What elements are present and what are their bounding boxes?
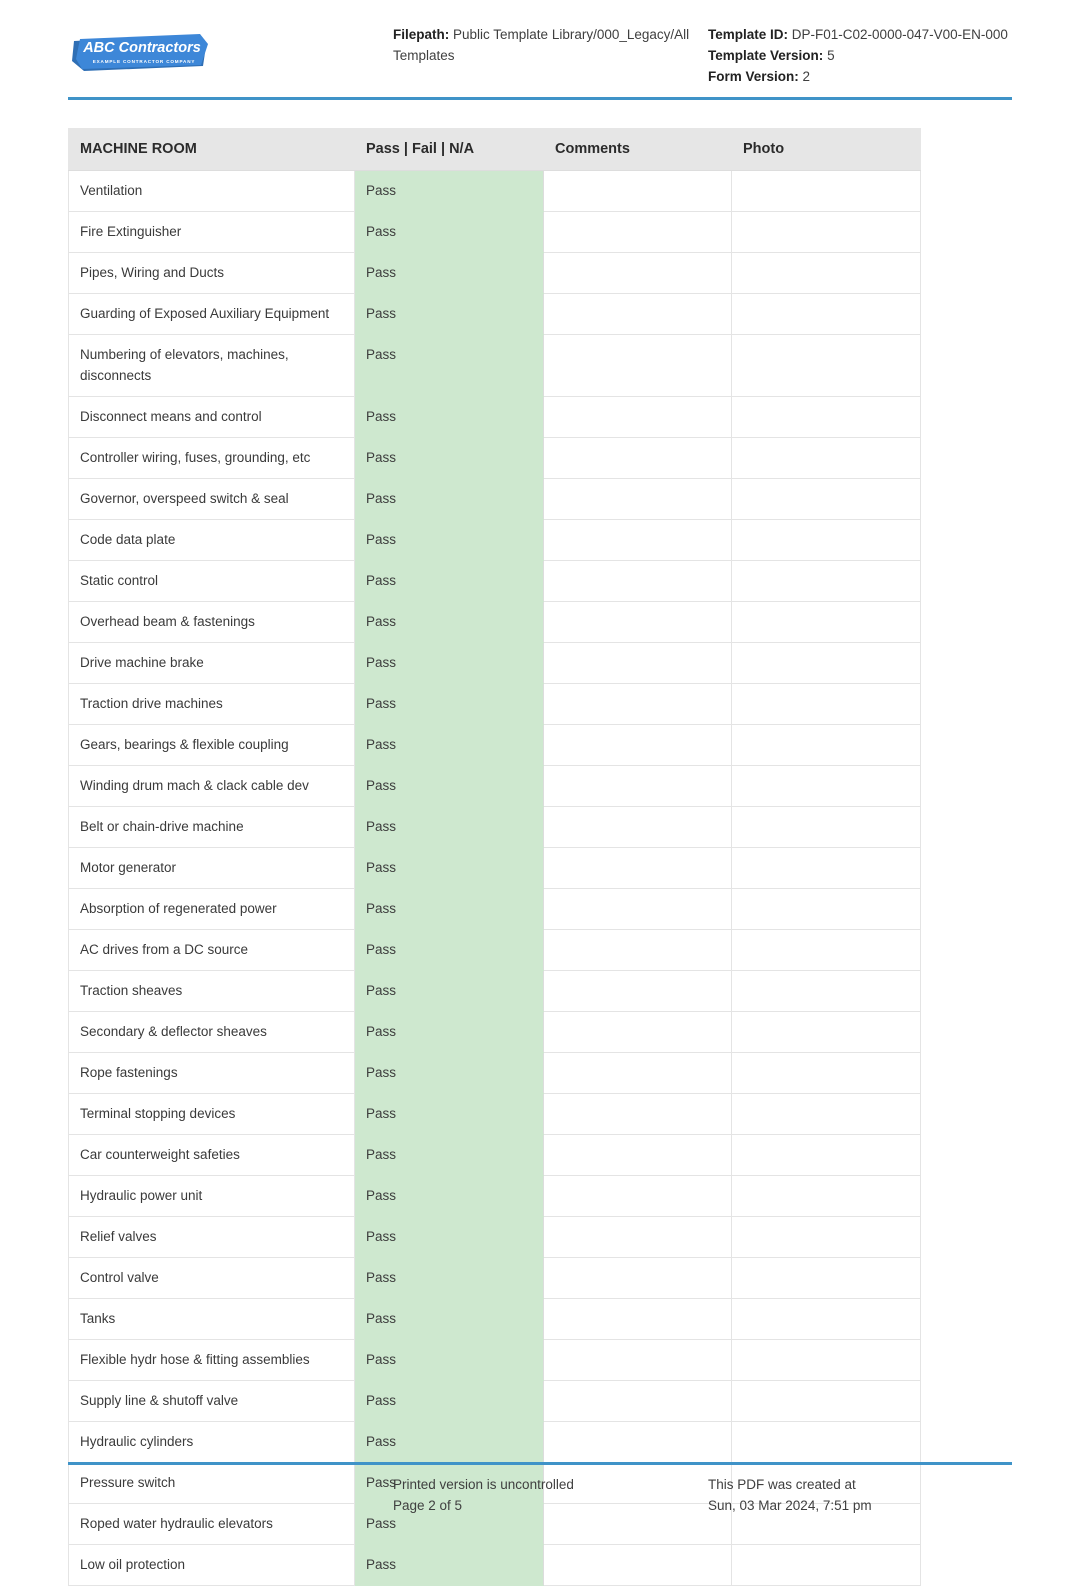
checklist-item-label: Gears, bearings & flexible coupling: [69, 725, 355, 766]
page-number: Page 2 of 5: [393, 1498, 463, 1513]
checklist-result-value[interactable]: Pass: [355, 561, 544, 602]
checklist-photo-cell[interactable]: [732, 253, 921, 294]
checklist-comment-cell[interactable]: [544, 212, 732, 253]
checklist-item-label: Car counterweight safeties: [69, 1135, 355, 1176]
checklist-photo-cell[interactable]: [732, 1381, 921, 1422]
template-id-row: [708, 24, 1018, 45]
checklist-photo-cell[interactable]: [732, 766, 921, 807]
checklist-comment-cell[interactable]: [544, 1094, 732, 1135]
checklist-photo-cell[interactable]: [732, 1545, 921, 1586]
checklist-item-label: Winding drum mach & clack cable dev: [69, 766, 355, 807]
checklist-item-label: AC drives from a DC source: [69, 930, 355, 971]
checklist-comment-cell[interactable]: [544, 1217, 732, 1258]
checklist-photo-cell[interactable]: [732, 1299, 921, 1340]
checklist-item-label: Pipes, Wiring and Ducts: [69, 253, 355, 294]
checklist-result-value[interactable]: Pass: [355, 1299, 544, 1340]
checklist-item-label: Secondary & deflector sheaves: [69, 1012, 355, 1053]
checklist-photo-cell[interactable]: [732, 643, 921, 684]
checklist-table-body: [69, 171, 921, 1586]
checklist-item-label: Roped water hydraulic elevators: [69, 1504, 355, 1545]
table-row: [69, 1094, 921, 1135]
checklist-result-value[interactable]: Pass: [355, 1258, 544, 1299]
checklist-comment-cell[interactable]: [544, 684, 732, 725]
pdf-created-label: This PDF was created at: [708, 1477, 856, 1492]
checklist-item-label: Supply line & shutoff valve: [69, 1381, 355, 1422]
checklist-item-label: Hydraulic power unit: [69, 1176, 355, 1217]
table-row: [69, 1299, 921, 1340]
checklist-item-label: Governor, overspeed switch & seal: [69, 479, 355, 520]
table-row: [69, 643, 921, 684]
checklist-photo-cell[interactable]: [732, 1217, 921, 1258]
checklist-result-value[interactable]: Pass: [355, 889, 544, 930]
table-row: [69, 602, 921, 643]
checklist-result-value[interactable]: Pass: [355, 212, 544, 253]
checklist-result-value[interactable]: Pass: [355, 766, 544, 807]
table-row: [69, 561, 921, 602]
checklist-item-label: Overhead beam & fastenings: [69, 602, 355, 643]
checklist-comment-cell[interactable]: [544, 602, 732, 643]
table-row: [69, 1135, 921, 1176]
checklist-photo-cell[interactable]: [732, 725, 921, 766]
table-row: [69, 212, 921, 253]
checklist-photo-cell[interactable]: [732, 602, 921, 643]
checklist-photo-cell[interactable]: [732, 171, 921, 212]
table-row: [69, 294, 921, 335]
checklist-photo-cell[interactable]: [732, 684, 921, 725]
checklist-item-label: Flexible hydr hose & fitting assemblies: [69, 1340, 355, 1381]
checklist-photo-cell[interactable]: [732, 1340, 921, 1381]
checklist-result-value[interactable]: Pass: [355, 1094, 544, 1135]
table-row: [69, 807, 921, 848]
footer-right-block: [708, 1474, 1018, 1516]
checklist-photo-cell[interactable]: [732, 1094, 921, 1135]
table-row: [69, 1545, 921, 1586]
table-row: [69, 725, 921, 766]
checklist-item-label: Absorption of regenerated power: [69, 889, 355, 930]
checklist-photo-cell[interactable]: [732, 212, 921, 253]
template-id-value: DP-F01-C02-0000-047-V00-EN-000: [791, 27, 1008, 42]
checklist-photo-cell[interactable]: [732, 1012, 921, 1053]
checklist-comment-cell[interactable]: [544, 397, 732, 438]
table-row: [69, 397, 921, 438]
page-footer: [68, 1470, 1012, 1526]
checklist-comment-cell[interactable]: [544, 1012, 732, 1053]
checklist-photo-cell[interactable]: [732, 889, 921, 930]
checklist-result-value[interactable]: Pass: [355, 1545, 544, 1586]
checklist-comment-cell[interactable]: [544, 971, 732, 1012]
checklist-photo-cell[interactable]: [732, 561, 921, 602]
checklist-photo-cell[interactable]: [732, 520, 921, 561]
checklist-comment-cell[interactable]: [544, 930, 732, 971]
printed-notice: Printed version is uncontrolled: [393, 1477, 574, 1492]
checklist-comment-cell[interactable]: [544, 643, 732, 684]
filepath-label: Filepath:: [393, 27, 450, 42]
table-row: [69, 1258, 921, 1299]
checklist-photo-cell[interactable]: [732, 1422, 921, 1463]
checklist-photo-cell[interactable]: [732, 971, 921, 1012]
checklist-photo-cell[interactable]: [732, 479, 921, 520]
checklist-result-value[interactable]: Pass: [355, 1422, 544, 1463]
checklist-photo-cell[interactable]: [732, 294, 921, 335]
checklist-photo-cell[interactable]: [732, 848, 921, 889]
checklist-item-label: Control valve: [69, 1258, 355, 1299]
table-row: [69, 1422, 921, 1463]
checklist-comment-cell[interactable]: [544, 1258, 732, 1299]
checklist-item-label: Low oil protection: [69, 1545, 355, 1586]
checklist-result-value[interactable]: Pass: [355, 335, 544, 397]
template-version-label: Template Version:: [708, 48, 824, 63]
checklist-item-label: Fire Extinguisher: [69, 212, 355, 253]
checklist-comment-cell[interactable]: [544, 479, 732, 520]
checklist-photo-cell[interactable]: [732, 807, 921, 848]
table-row: [69, 930, 921, 971]
checklist-comment-cell[interactable]: [544, 725, 732, 766]
template-version-value: 5: [827, 48, 835, 63]
checklist-comment-cell[interactable]: [544, 1422, 732, 1463]
column-header-comments: Comments: [544, 129, 732, 171]
checklist-item-label: Relief valves: [69, 1217, 355, 1258]
checklist-comment-cell[interactable]: [544, 766, 732, 807]
checklist-photo-cell[interactable]: [732, 1176, 921, 1217]
checklist-table: [68, 128, 921, 1586]
form-version-row: [708, 66, 1018, 87]
checklist-result-value[interactable]: Pass: [355, 725, 544, 766]
checklist-item-label: Belt or chain-drive machine: [69, 807, 355, 848]
table-row: [69, 479, 921, 520]
footer-left-block: [393, 1474, 693, 1516]
checklist-result-value[interactable]: Pass: [355, 1463, 544, 1504]
logo-tagline-text: EXAMPLE CONTRACTOR COMPANY: [92, 59, 196, 64]
checklist-result-value[interactable]: Pass: [355, 397, 544, 438]
checklist-result-value[interactable]: Pass: [355, 848, 544, 889]
checklist-result-value[interactable]: Pass: [355, 1053, 544, 1094]
checklist-photo-cell[interactable]: [732, 397, 921, 438]
checklist-result-value[interactable]: Pass: [355, 1012, 544, 1053]
checklist-comment-cell[interactable]: [544, 1053, 732, 1094]
checklist-item-label: Hydraulic cylinders: [69, 1422, 355, 1463]
table-row: [69, 520, 921, 561]
column-header-machine-room: MACHINE ROOM: [69, 129, 355, 171]
checklist-result-value[interactable]: Pass: [355, 930, 544, 971]
checklist-comment-cell[interactable]: [544, 1545, 732, 1586]
checklist-result-value[interactable]: Pass: [355, 294, 544, 335]
table-row: [69, 971, 921, 1012]
table-row: [69, 889, 921, 930]
checklist-comment-cell[interactable]: [544, 171, 732, 212]
checklist-item-label: Disconnect means and control: [69, 397, 355, 438]
checklist-item-label: Traction sheaves: [69, 971, 355, 1012]
table-row: [69, 335, 921, 397]
checklist-result-value[interactable]: Pass: [355, 520, 544, 561]
checklist-result-value[interactable]: Pass: [355, 1176, 544, 1217]
checklist-photo-cell[interactable]: [732, 1053, 921, 1094]
checklist-photo-cell[interactable]: [732, 438, 921, 479]
checklist-result-value[interactable]: Pass: [355, 602, 544, 643]
checklist-item-label: Rope fastenings: [69, 1053, 355, 1094]
table-row: [69, 1381, 921, 1422]
table-row: [69, 1012, 921, 1053]
logo-name-text: ABC Contractors: [83, 40, 201, 56]
checklist-result-value[interactable]: Pass: [355, 1135, 544, 1176]
checklist-item-label: Controller wiring, fuses, grounding, etc: [69, 438, 355, 479]
checklist-result-value[interactable]: Pass: [355, 643, 544, 684]
checklist-photo-cell[interactable]: [732, 930, 921, 971]
table-row: [69, 1217, 921, 1258]
column-header-pass-fail-na: Pass | Fail | N/A: [355, 129, 544, 171]
filepath-block: [393, 24, 693, 66]
checklist-comment-cell[interactable]: [544, 335, 732, 397]
checklist-item-label: Terminal stopping devices: [69, 1094, 355, 1135]
checklist-comment-cell[interactable]: [544, 1381, 732, 1422]
table-row: [69, 253, 921, 294]
table-row: [69, 438, 921, 479]
checklist-comment-cell[interactable]: [544, 1176, 732, 1217]
checklist-result-value[interactable]: Pass: [355, 971, 544, 1012]
checklist-result-value[interactable]: Pass: [355, 1340, 544, 1381]
template-id-label: Template ID:: [708, 27, 789, 42]
checklist-item-label: Guarding of Exposed Auxiliary Equipment: [69, 294, 355, 335]
checklist-result-value[interactable]: Pass: [355, 807, 544, 848]
table-row: [69, 766, 921, 807]
checklist-photo-cell[interactable]: [732, 1135, 921, 1176]
table-row: [69, 1053, 921, 1094]
checklist-comment-cell[interactable]: [544, 520, 732, 561]
checklist-item-label: Pressure switch: [69, 1463, 355, 1504]
checklist-comment-cell[interactable]: [544, 848, 732, 889]
checklist-comment-cell[interactable]: [544, 1299, 732, 1340]
checklist-result-value[interactable]: Pass: [355, 684, 544, 725]
pdf-created-timestamp: Sun, 03 Mar 2024, 7:51 pm: [708, 1498, 872, 1513]
checklist-comment-cell[interactable]: [544, 253, 732, 294]
header-divider-rule: [68, 97, 1012, 100]
checklist-table-container: [68, 128, 920, 1586]
checklist-item-label: Drive machine brake: [69, 643, 355, 684]
checklist-item-label: Ventilation: [69, 171, 355, 212]
column-header-photo: Photo: [732, 129, 921, 171]
checklist-result-value[interactable]: Pass: [355, 1381, 544, 1422]
checklist-comment-cell[interactable]: [544, 294, 732, 335]
table-row: [69, 1176, 921, 1217]
checklist-comment-cell[interactable]: [544, 1135, 732, 1176]
table-row: [69, 684, 921, 725]
table-row: [69, 848, 921, 889]
checklist-result-value[interactable]: Pass: [355, 253, 544, 294]
footer-divider-rule: [68, 1462, 1012, 1465]
checklist-comment-cell[interactable]: [544, 889, 732, 930]
checklist-comment-cell[interactable]: [544, 438, 732, 479]
checklist-item-label: Tanks: [69, 1299, 355, 1340]
checklist-photo-cell[interactable]: [732, 1258, 921, 1299]
company-logo: [72, 32, 208, 74]
checklist-result-value[interactable]: Pass: [355, 1217, 544, 1258]
checklist-item-label: Code data plate: [69, 520, 355, 561]
checklist-result-value[interactable]: Pass: [355, 1504, 544, 1545]
checklist-comment-cell[interactable]: [544, 1340, 732, 1381]
checklist-photo-cell[interactable]: [732, 335, 921, 397]
table-row: [69, 171, 921, 212]
checklist-result-value[interactable]: Pass: [355, 479, 544, 520]
table-header-row: [69, 129, 921, 171]
form-version-value: 2: [802, 69, 811, 84]
form-version-label: Form Version:: [708, 69, 799, 84]
filepath-value: Public Template Library/000_Legacy/All Templates: [393, 27, 690, 63]
checklist-comment-cell[interactable]: [544, 807, 732, 848]
checklist-item-label: Traction drive machines: [69, 684, 355, 725]
checklist-item-label: Numbering of elevators, machines, disconnects: [69, 335, 355, 397]
template-version-row: [708, 45, 1018, 66]
page-header: [68, 16, 1012, 94]
table-row: [69, 1340, 921, 1381]
checklist-item-label: Motor generator: [69, 848, 355, 889]
checklist-result-value[interactable]: Pass: [355, 171, 544, 212]
checklist-comment-cell[interactable]: [544, 561, 732, 602]
template-meta-block: [708, 24, 1018, 87]
checklist-result-value[interactable]: Pass: [355, 438, 544, 479]
checklist-item-label: Static control: [69, 561, 355, 602]
